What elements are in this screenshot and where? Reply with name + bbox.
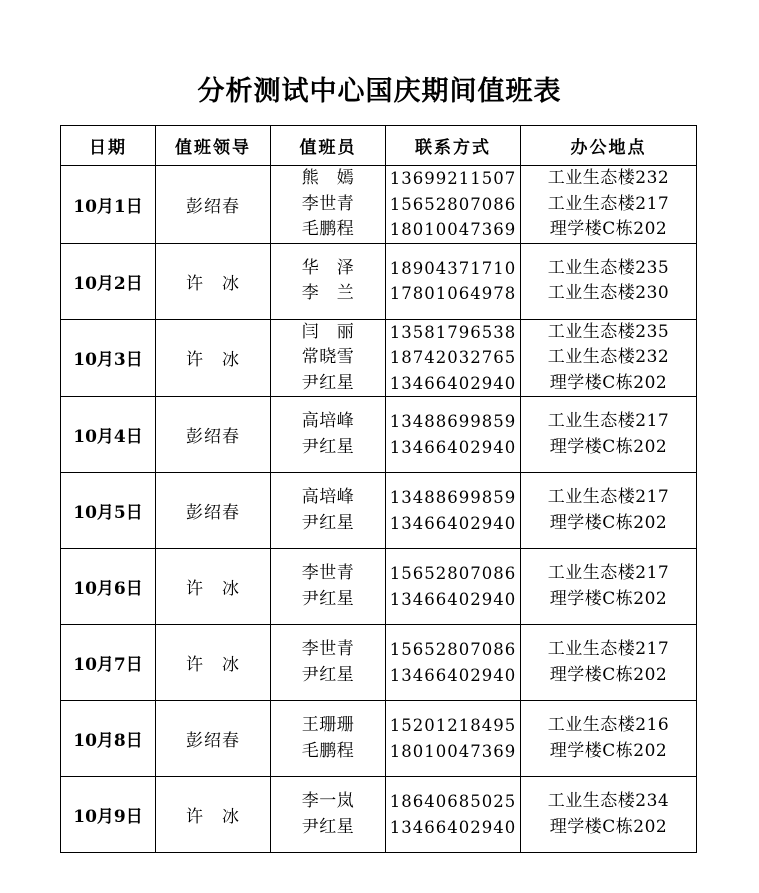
staff-name: 尹红星	[301, 588, 355, 609]
contact-cell	[386, 701, 521, 777]
phone-number: 13488699859	[389, 488, 517, 507]
contact-cell	[386, 397, 521, 473]
phone-number: 18742032765	[389, 348, 517, 367]
staff-cell	[271, 166, 386, 244]
office-location: 理学楼C栋202	[549, 588, 668, 609]
leader-cell: 许 冰	[156, 549, 271, 625]
phone-number: 13466402940	[389, 373, 517, 393]
office-cell	[521, 777, 697, 853]
office-location: 理学楼C栋202	[549, 372, 668, 393]
phone-number: 13699211507	[389, 169, 517, 188]
office-location: 理学楼C栋202	[549, 740, 668, 761]
staff-cell-list	[271, 409, 385, 460]
office-cell-list	[521, 166, 696, 243]
contact-cell	[386, 243, 521, 319]
office-location: 工业生态楼235	[547, 257, 670, 278]
staff-cell-list	[271, 789, 385, 840]
phone-number: 15652807086	[389, 194, 517, 214]
leader-cell: 许 冰	[156, 319, 271, 397]
office-location: 工业生态楼235	[547, 321, 670, 342]
contact-cell-list	[386, 166, 520, 243]
office-cell	[521, 243, 697, 319]
table-row	[61, 549, 697, 625]
staff-cell-list	[271, 485, 385, 536]
contact-cell-list	[386, 713, 520, 764]
phone-number: 13488699859	[389, 412, 517, 431]
leader-cell: 彭绍春	[156, 701, 271, 777]
staff-name: 李世青	[301, 563, 355, 583]
staff-name: 李世青	[301, 639, 355, 659]
phone-number: 15652807086	[389, 640, 517, 659]
page-title: 分析测试中心国庆期间值班表	[197, 76, 562, 107]
table-row	[61, 397, 697, 473]
staff-name: 高培峰	[301, 411, 355, 431]
office-location: 理学楼C栋202	[549, 816, 668, 837]
staff-name: 华 泽	[301, 257, 355, 278]
staff-cell	[271, 319, 386, 397]
office-location: 工业生态楼216	[547, 715, 670, 735]
date-cell: 10月3日	[61, 319, 156, 397]
staff-cell-list	[271, 166, 385, 243]
staff-cell-list	[271, 561, 385, 612]
phone-number: 13466402940	[389, 817, 517, 837]
staff-name: 尹红星	[301, 512, 355, 533]
office-location: 理学楼C栋202	[549, 219, 668, 239]
phone-number: 15652807086	[389, 564, 517, 583]
staff-cell-list	[271, 320, 385, 397]
staff-name: 尹红星	[301, 816, 355, 837]
date-cell: 10月1日	[61, 166, 156, 244]
office-location: 工业生态楼217	[547, 563, 670, 583]
office-cell-list	[521, 485, 696, 536]
office-cell	[521, 473, 697, 549]
office-cell-list	[521, 789, 696, 840]
contact-cell-list	[386, 561, 520, 612]
contact-cell-list	[386, 409, 520, 460]
contact-cell	[386, 319, 521, 397]
header-leader: 值班领导	[156, 126, 271, 166]
phone-number: 15201218495	[389, 716, 517, 735]
contact-cell-list	[386, 485, 520, 536]
table-row	[61, 243, 697, 319]
header-staff: 值班员	[271, 126, 386, 166]
leader-cell: 许 冰	[156, 777, 271, 853]
date-cell: 10月9日	[61, 777, 156, 853]
staff-cell	[271, 701, 386, 777]
date-cell: 10月6日	[61, 549, 156, 625]
table-body	[61, 166, 697, 853]
staff-cell-list	[271, 713, 385, 764]
office-cell	[521, 625, 697, 701]
staff-name: 毛鹏程	[301, 740, 355, 761]
office-cell	[521, 319, 697, 397]
table-row	[61, 777, 697, 853]
office-location: 理学楼C栋202	[549, 664, 668, 685]
office-cell-list	[521, 561, 696, 612]
office-cell-list	[521, 256, 696, 307]
phone-number: 13466402940	[389, 665, 517, 685]
office-cell	[521, 397, 697, 473]
contact-cell-list	[386, 256, 520, 307]
office-cell-list	[521, 713, 696, 764]
staff-cell	[271, 549, 386, 625]
contact-cell-list	[386, 320, 520, 397]
date-cell: 10月4日	[61, 397, 156, 473]
staff-name: 尹红星	[301, 436, 355, 457]
header-contact: 联系方式	[386, 126, 521, 166]
staff-name: 李 兰	[301, 283, 355, 303]
staff-name: 高培峰	[301, 487, 355, 507]
staff-cell-list	[271, 256, 385, 307]
table-row	[61, 319, 697, 397]
phone-number: 13581796538	[389, 322, 517, 342]
office-location: 理学楼C栋202	[549, 436, 668, 457]
staff-name: 尹红星	[301, 372, 355, 393]
contact-cell	[386, 473, 521, 549]
staff-name: 李世青	[301, 193, 355, 214]
staff-name: 王珊珊	[301, 715, 355, 735]
staff-cell	[271, 625, 386, 701]
office-cell-list	[521, 409, 696, 460]
staff-cell	[271, 473, 386, 549]
leader-cell: 许 冰	[156, 243, 271, 319]
office-location: 工业生态楼232	[547, 347, 670, 367]
phone-number: 18904371710	[389, 258, 517, 278]
office-location: 工业生态楼232	[547, 168, 670, 188]
staff-cell	[271, 777, 386, 853]
office-location: 工业生态楼230	[547, 283, 670, 303]
duty-table	[60, 125, 697, 853]
phone-number: 13466402940	[389, 437, 517, 457]
phone-number: 13466402940	[389, 513, 517, 533]
leader-cell: 彭绍春	[156, 473, 271, 549]
staff-cell	[271, 243, 386, 319]
staff-name: 常晓雪	[301, 347, 355, 367]
header-office: 办公地点	[521, 126, 697, 166]
office-location: 工业生态楼217	[547, 193, 670, 214]
table-row	[61, 473, 697, 549]
contact-cell	[386, 549, 521, 625]
table-header-row	[61, 126, 697, 166]
phone-number: 18640685025	[389, 792, 517, 811]
office-cell	[521, 166, 697, 244]
office-location: 工业生态楼234	[547, 791, 670, 811]
staff-name: 李一岚	[301, 791, 355, 811]
header-date: 日期	[61, 126, 156, 166]
office-location: 理学楼C栋202	[549, 512, 668, 533]
office-cell	[521, 701, 697, 777]
office-cell	[521, 549, 697, 625]
phone-number: 17801064978	[389, 284, 517, 303]
office-cell-list	[521, 320, 696, 397]
office-location: 工业生态楼217	[547, 639, 670, 659]
staff-cell-list	[271, 637, 385, 688]
contact-cell-list	[386, 789, 520, 840]
table-row	[61, 625, 697, 701]
leader-cell: 许 冰	[156, 625, 271, 701]
staff-name: 闫 丽	[301, 321, 355, 342]
phone-number: 18010047369	[389, 741, 517, 761]
phone-number: 13466402940	[389, 589, 517, 609]
date-cell: 10月7日	[61, 625, 156, 701]
office-location: 工业生态楼217	[547, 487, 670, 507]
leader-cell: 彭绍春	[156, 166, 271, 244]
contact-cell	[386, 777, 521, 853]
contact-cell	[386, 625, 521, 701]
office-location: 工业生态楼217	[547, 411, 670, 431]
table-row	[61, 166, 697, 244]
contact-cell	[386, 166, 521, 244]
date-cell: 10月5日	[61, 473, 156, 549]
date-cell: 10月2日	[61, 243, 156, 319]
staff-cell	[271, 397, 386, 473]
date-cell: 10月8日	[61, 701, 156, 777]
leader-cell: 彭绍春	[156, 397, 271, 473]
staff-name: 毛鹏程	[301, 219, 355, 239]
phone-number: 18010047369	[389, 220, 517, 239]
table-row	[61, 701, 697, 777]
office-cell-list	[521, 637, 696, 688]
staff-name: 尹红星	[301, 664, 355, 685]
staff-name: 熊 嫣	[301, 168, 355, 188]
contact-cell-list	[386, 637, 520, 688]
